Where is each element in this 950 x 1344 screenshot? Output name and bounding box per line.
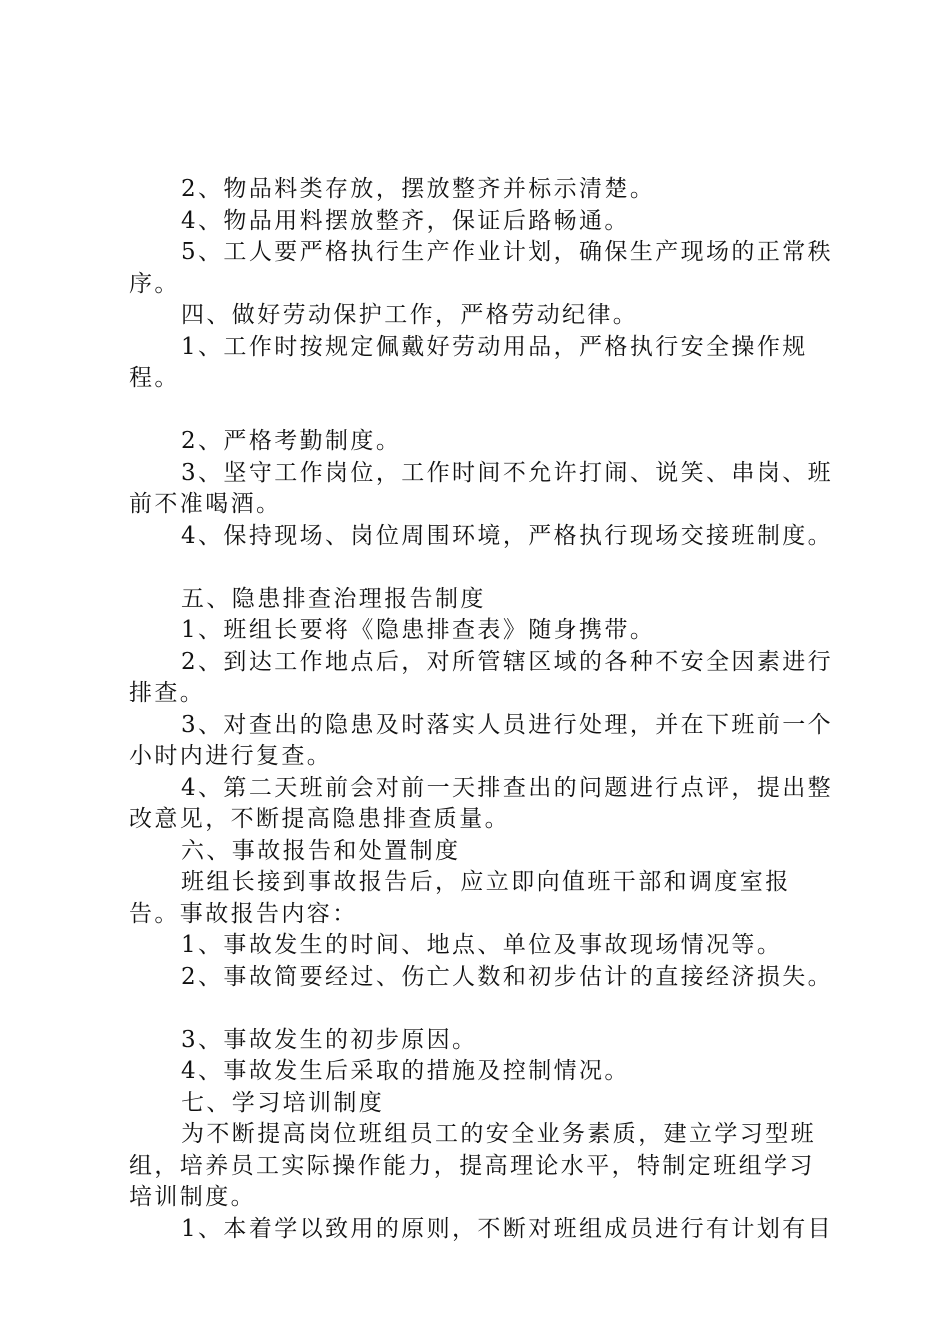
section-heading: 五、隐患排查治理报告制度 <box>181 585 486 612</box>
paragraph: 4、事故发生后采取的措施及控制情况。 <box>181 1058 630 1084</box>
document-body <box>129 174 834 1245</box>
paragraph: 3、事故发生的初步原因。 <box>181 1026 478 1053</box>
paragraph: 1、事故发生的时间、地点、单位及事故现场情况等。 <box>181 932 783 958</box>
paragraph: 4、保持现场、岗位周围环境，严格执行现场交接班制度。 <box>181 522 834 549</box>
paragraph: 1、工作时按规定佩戴好劳动用品，严格执行安全操作规程。 <box>129 333 808 391</box>
blank-line <box>129 993 834 1025</box>
section-heading: 六、事故报告和处置制度 <box>181 837 461 864</box>
paragraph: 2、到达工作地点后，对所管辖区域的各种不安全因素进行排查。 <box>129 648 834 706</box>
paragraph: 3、对查出的隐患及时落实人员进行处理，并在下班前一个小时内进行复查。 <box>129 711 834 769</box>
section-heading: 七、学习培训制度 <box>181 1089 385 1116</box>
paragraph: 为不断提高岗位班组员工的安全业务素质，建立学习型班组，培养员工实际操作能力，提高理论水平，特制定班组学习培训制度。 <box>129 1121 816 1210</box>
paragraph: 1、本着学以致用的原则，不断对班组成员进行有计划有目 <box>181 1215 834 1242</box>
paragraph: 2、物品料类存放，摆放整齐并标示清楚。 <box>181 176 656 202</box>
paragraph: 3、坚守工作岗位，工作时间不允许打闹、说笑、串岗、班前不准喝酒。 <box>129 459 834 517</box>
paragraph: 1、班组长要将《隐患排查表》随身携带。 <box>181 617 656 643</box>
blank-line <box>129 395 834 427</box>
paragraph: 4、物品用料摆放整齐，保证后路畅通。 <box>181 207 630 234</box>
paragraph: 班组长接到事故报告后，应立即向值班干部和调度室报告。事故报告内容： <box>129 869 791 927</box>
section-heading: 四、做好劳动保护工作，严格劳动纪律。 <box>181 302 639 328</box>
paragraph: 5、工人要严格执行生产作业计划，确保生产现场的正常秩序。 <box>129 239 834 297</box>
blank-line <box>129 552 834 584</box>
paragraph: 4、第二天班前会对前一天排查出的问题进行点评，提出整改意见，不断提高隐患排查质量。 <box>129 774 834 832</box>
paragraph: 2、严格考勤制度。 <box>181 428 402 454</box>
paragraph: 2、事故简要经过、伤亡人数和初步估计的直接经济损失。 <box>181 963 834 990</box>
